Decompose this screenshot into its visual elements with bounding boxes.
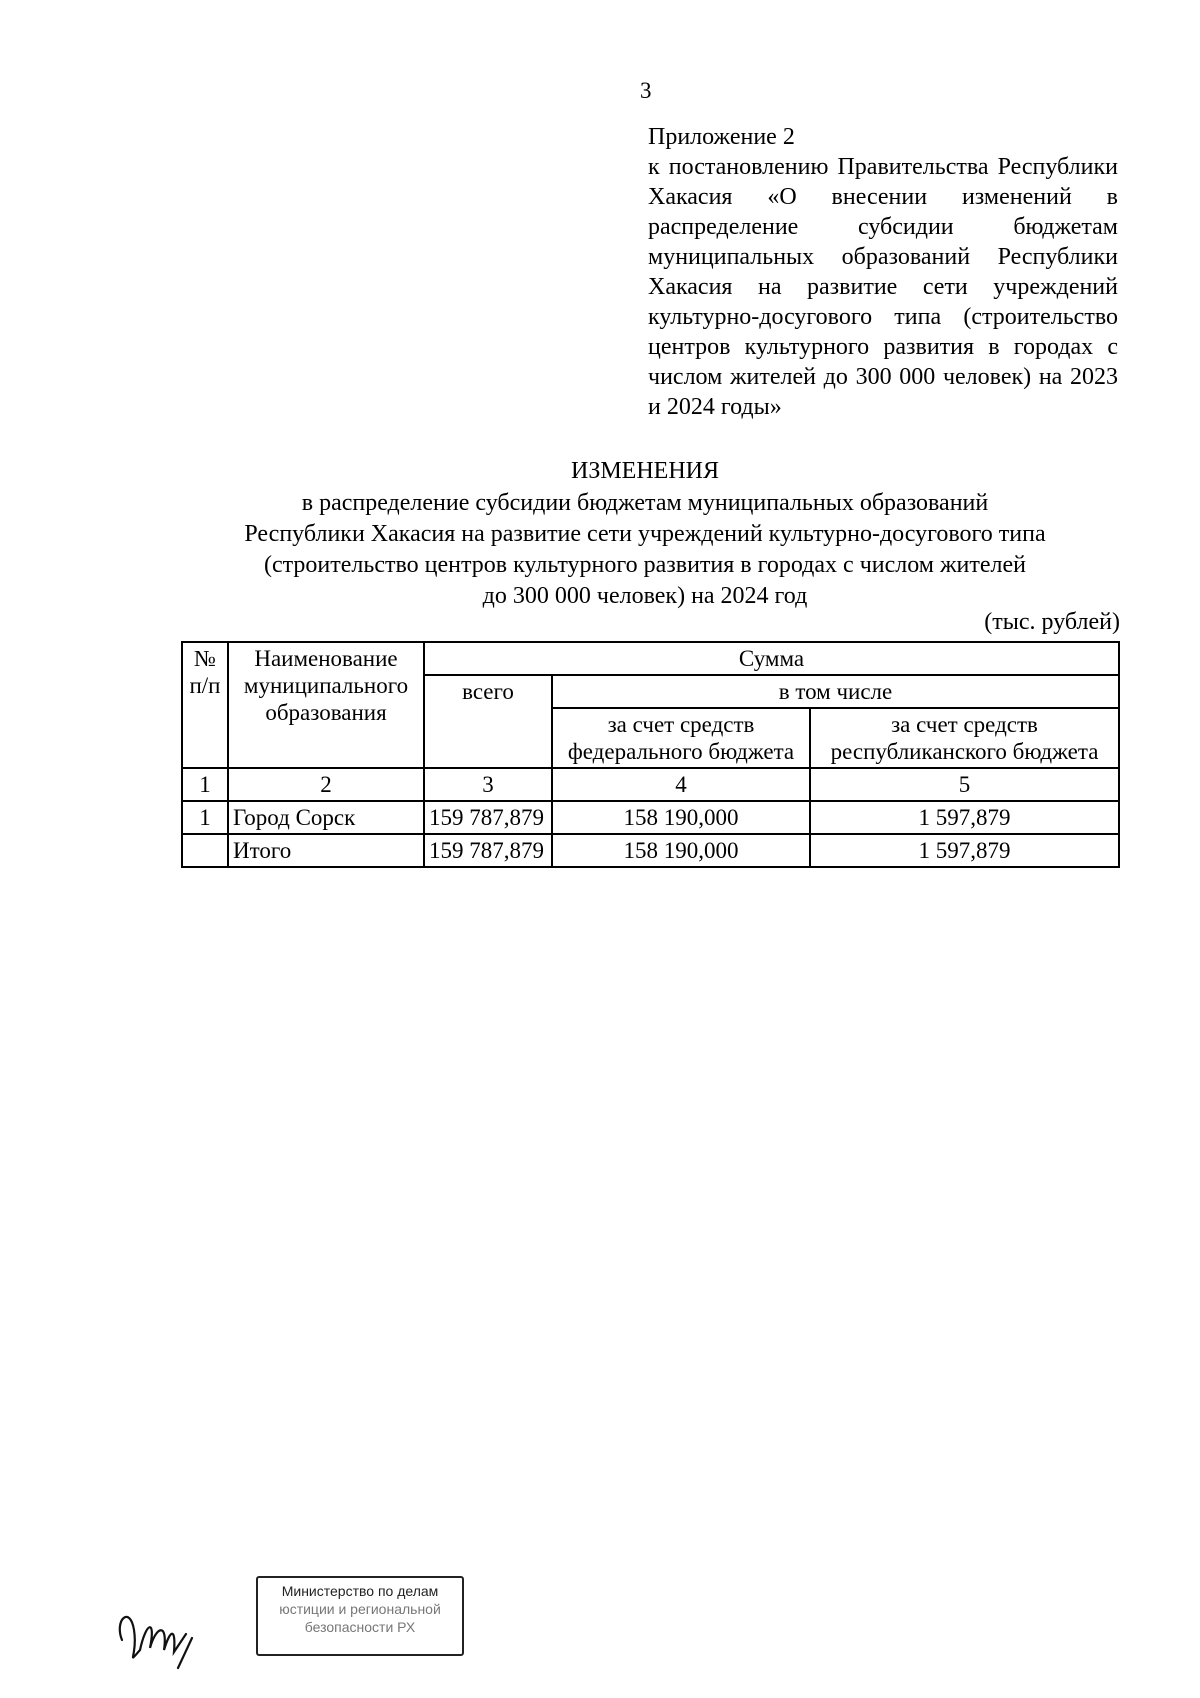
units-label: (тыс. рублей): [984, 609, 1120, 635]
stamp-line: безопасности РХ: [304, 1619, 416, 1635]
column-index: 2: [228, 768, 424, 801]
header-federal: за счет средств федерального бюджета: [552, 708, 810, 768]
stamp-line: Министерство по делам: [281, 1583, 439, 1599]
distribution-table: [181, 641, 1120, 868]
row-name: Итого: [228, 834, 424, 867]
row-name: Город Сорск: [228, 801, 424, 834]
stamp-line: юстиции и региональной: [279, 1601, 441, 1617]
column-index-row: [182, 768, 1119, 801]
row-total: 159 787,879: [424, 834, 552, 867]
ministry-stamp: [256, 1576, 464, 1656]
page-number: 3: [640, 78, 652, 103]
column-index: 5: [810, 768, 1119, 801]
row-total: 159 787,879: [424, 801, 552, 834]
document-subtitle: [160, 488, 1130, 612]
handwritten-signature: [112, 1600, 212, 1675]
subtitle-line: до 300 000 человек) на 2024 год: [482, 583, 808, 609]
header-number: № п/п: [182, 642, 228, 768]
subtitle-line: (строительство центров культурного развития в городах с числом жителей: [263, 552, 1027, 578]
header-including: в том числе: [552, 675, 1119, 708]
row-republican: 1 597,879: [810, 801, 1119, 834]
header-sum: Сумма: [424, 642, 1119, 675]
header-total: всего: [424, 675, 552, 768]
appendix-title: Приложение 2: [648, 124, 795, 150]
row-republican: 1 597,879: [810, 834, 1119, 867]
row-federal: 158 190,000: [552, 834, 810, 867]
column-index: 3: [424, 768, 552, 801]
subtitle-line: в распределение субсидии бюджетам муниципальных образований: [301, 490, 989, 516]
column-index: 1: [182, 768, 228, 801]
header-name: Наименование муниципального образования: [228, 642, 424, 768]
table-row-total: [182, 834, 1119, 867]
row-number: 1: [182, 801, 228, 834]
column-index: 4: [552, 768, 810, 801]
row-number: [182, 834, 228, 867]
document-title: ИЗМЕНЕНИЯ: [570, 458, 720, 484]
appendix-block: [648, 122, 1118, 422]
subtitle-line: Республики Хакасия на развитие сети учреждений культурно-досугового типа: [244, 521, 1046, 547]
appendix-body: к постановлению Правительства Республики Хакасия «О внесении изменений в распределение субсидии бюджетам муниципальных образований Республики Хакасия на развитие сети учреждений культурно-досугового типа (строительство центров культурного развития в городах с числом жителей до 300 000 человек) на 2023 и 2024 годы»: [648, 154, 1118, 420]
table-row: [182, 801, 1119, 834]
header-republican: за счет средств республиканского бюджета: [810, 708, 1119, 768]
row-federal: 158 190,000: [552, 801, 810, 834]
